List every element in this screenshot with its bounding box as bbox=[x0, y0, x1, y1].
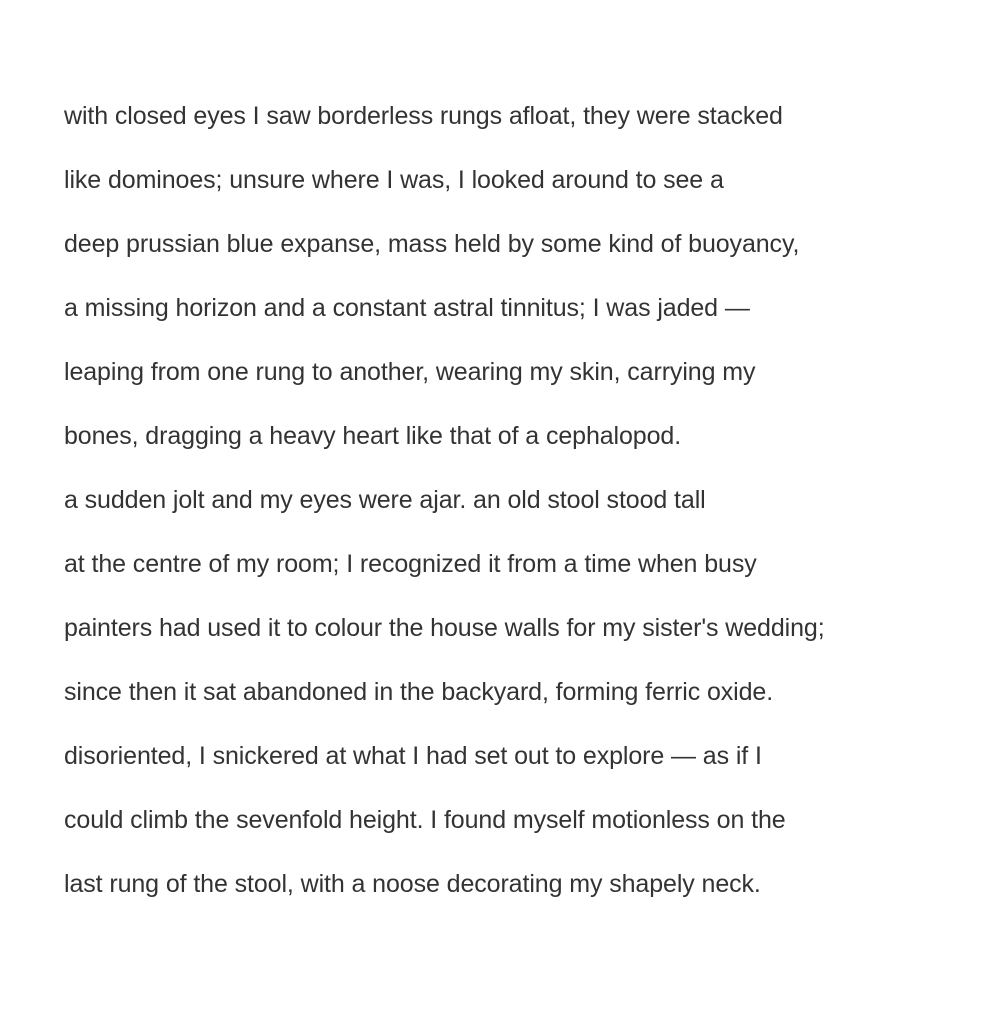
poem-line: could climb the sevenfold height. I found myself motionless on the bbox=[64, 806, 786, 834]
poem-line: a sudden jolt and my eyes were ajar. an old stool stood tall bbox=[64, 486, 706, 514]
poem-line: since then it sat abandoned in the backyard, forming ferric oxide. bbox=[64, 678, 774, 706]
poem-line: a missing horizon and a constant astral tinnitus; I was jaded — bbox=[64, 294, 750, 322]
poem-line: bones, dragging a heavy heart like that of a cephalopod. bbox=[64, 422, 682, 450]
poem-line: disoriented, I snickered at what I had set out to explore — as if I bbox=[64, 742, 762, 770]
poem-line: last rung of the stool, with a noose decorating my shapely neck. bbox=[64, 870, 761, 898]
poem-body bbox=[64, 84, 944, 916]
poem-line: like dominoes; unsure where I was, I looked around to see a bbox=[64, 166, 724, 194]
poem-line: with closed eyes I saw borderless rungs afloat, they were stacked bbox=[64, 102, 783, 130]
poem-line: leaping from one rung to another, wearing my skin, carrying my bbox=[64, 358, 756, 386]
poem-line: at the centre of my room; I recognized it from a time when busy bbox=[64, 550, 757, 578]
poem-line: deep prussian blue expanse, mass held by some kind of buoyancy, bbox=[64, 230, 800, 258]
poem-line: painters had used it to colour the house walls for my sister's wedding; bbox=[64, 614, 825, 642]
